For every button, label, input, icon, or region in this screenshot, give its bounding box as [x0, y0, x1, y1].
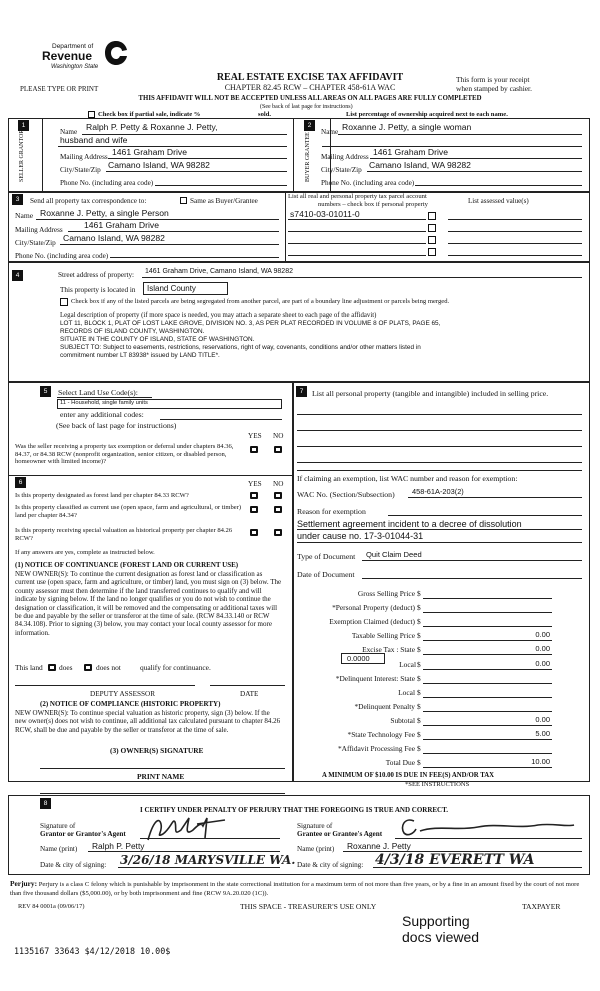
exemption-yes-checkbox[interactable] — [250, 446, 258, 453]
additional-codes-label: enter any additional codes: — [60, 410, 144, 419]
tax-row-value[interactable]: 0.00 — [535, 644, 550, 654]
section-7-badge: 7 — [296, 386, 307, 397]
does-label: does — [59, 663, 73, 672]
supporting-docs-1: Supporting — [402, 913, 470, 929]
grantor-name[interactable]: Ralph P. Petty — [92, 841, 145, 851]
wac-label: WAC No. (Section/Subsection) — [297, 490, 395, 499]
tax-row-label: *Delinquent Interest: State — [335, 673, 415, 683]
owner-signature-label: (3) OWNER(S) SIGNATURE — [110, 746, 204, 755]
forest-yes-checkbox[interactable] — [250, 492, 258, 499]
exemption-no-checkbox[interactable] — [274, 446, 282, 453]
corr-mailing[interactable]: 1461 Graham Drive — [84, 220, 159, 230]
forest-no-checkbox[interactable] — [274, 492, 282, 499]
land-use-see-back: (See back of last page for instructions) — [56, 421, 177, 430]
parcel-2-personal-checkbox[interactable] — [428, 224, 436, 232]
tax-row-currency: $ — [417, 659, 421, 669]
form-title: REAL ESTATE EXCISE TAX AFFIDAVIT — [216, 72, 404, 83]
tax-row-value[interactable]: 5.00 — [535, 729, 550, 738]
section-8-badge: 8 — [40, 798, 51, 809]
street-label: Street address of property: — [58, 271, 135, 279]
tax-row-label: Local — [399, 659, 416, 669]
corr-city[interactable]: Camano Island, WA 98282 — [63, 233, 165, 243]
send-correspondence-label: Send all property tax correspondence to: — [30, 197, 147, 205]
sec6-no: NO — [273, 480, 284, 488]
deputy-date-label: DATE — [240, 690, 259, 698]
partial-sale-checkbox[interactable] — [88, 111, 95, 118]
section-1-badge: 1 — [18, 120, 29, 131]
legal-line-3: SITUATE IN THE COUNTY OF ISLAND, STATE OF WASHINGTON. — [60, 336, 255, 343]
legal-line-2: RECORDS OF ISLAND COUNTY, WASHINGTON. — [60, 328, 205, 335]
deputy-assessor-label: DEPUTY ASSESSOR — [90, 690, 156, 698]
logo-text-state: Washington State — [51, 64, 99, 70]
grantor-signature[interactable] — [145, 812, 230, 844]
historic-question: Is this property receiving special valuation as historical property per chapter 84.26 RCW? — [15, 527, 233, 542]
tax-row-currency: $ — [417, 645, 421, 655]
located-label: This property is located in — [60, 286, 136, 294]
tax-row-currency: $ — [417, 758, 421, 768]
tax-row-value[interactable]: 0.00 — [535, 714, 550, 724]
tax-row-label: *State Technology Fee — [347, 730, 415, 739]
forest-question: Is this property designated as forest land per chapter 84.33 RCW? — [15, 492, 189, 499]
grantee-date-city[interactable]: 4/3/18 EVERETT WA — [375, 852, 535, 868]
grantor-name-label: Name (print) — [40, 845, 78, 853]
not-accepted: THIS AFFIDAVIT WILL NOT BE ACCEPTED UNLESS ALL AREAS ON ALL PAGES ARE FULLY COMPLETED — [138, 95, 482, 102]
section-3-badge: 3 — [12, 194, 23, 205]
seller-side-label: SELLER GRANTOR — [19, 129, 25, 182]
notice-1-body: NEW OWNER(S): To continue the current designation as forest land or classification as current use (open space, farm and agriculture, or timber) land, you must sign on (3) below. The county assessor must then determine if the land transferred continues to qualify and will indicate by signing below. If the land no longer qualifies or you do not wish to continue the designation or classification, it will be removed and the compensating or additional taxes will be due and payable by the seller or transferor at the time of sale. (RCW 84.33.140 or RCW 84.34.108). Prior to signing (3) below, you may contact your local county assessor for more information. — [15, 570, 282, 637]
claiming-exemption: If claiming an exemption, list WAC number and reason for exemption: — [297, 474, 518, 483]
does-not-checkbox[interactable] — [84, 664, 92, 671]
section-6-badge: 6 — [15, 477, 26, 488]
does-checkbox[interactable] — [48, 664, 56, 671]
legal-line-5: commitment number LT 83938* issued by LAND TITLE*. — [60, 352, 220, 359]
parcel-header-2: numbers – check box if personal property — [318, 201, 428, 208]
seller-phone-label: Phone No. (including area code) — [60, 179, 154, 187]
sec6-yes: YES — [248, 480, 262, 488]
tax-row-label: Excise Tax : State — [362, 645, 415, 655]
notice-1-title: (1) NOTICE OF CONTINUANCE (FOREST LAND OR CURRENT USE) — [15, 561, 239, 569]
tax-row-value[interactable]: 10.00 — [531, 757, 550, 767]
grantor-sig-label-2: Grantor or Grantor's Agent — [40, 830, 126, 838]
doc-type-label: Type of Document — [297, 552, 356, 561]
historic-no-checkbox[interactable] — [274, 529, 282, 536]
local-rate-value[interactable]: 0.0000 — [347, 654, 370, 663]
tax-row-currency: $ — [417, 603, 421, 613]
buyer-mailing[interactable]: 1461 Graham Drive — [373, 147, 448, 157]
dor-logo — [42, 40, 132, 74]
seller-mailing[interactable]: 1461 Graham Drive — [112, 147, 187, 157]
segregated-label: Check box if any of the listed parcels are being segregated from another parcel, are part of a boundary line adjustment or parcels being merged. — [71, 298, 450, 305]
receipt-stamp: 1135167 33643 $4/12/2018 10.00$ — [14, 946, 171, 956]
corr-name[interactable]: Roxanne J. Petty, a single Person — [40, 208, 169, 218]
seller-mailing-label: Mailing Address — [60, 153, 108, 161]
tax-row-label: *Personal Property (deduct) — [332, 603, 415, 613]
buyer-city[interactable]: Camano Island, WA 98282 — [369, 160, 471, 170]
parcel-header-1: List all real and personal property tax parcel account — [288, 193, 427, 200]
tax-row-label: *Affidavit Processing Fee — [337, 744, 415, 754]
parcel-1-personal-checkbox[interactable] — [428, 212, 436, 220]
tax-row-label: Exemption Claimed (deduct) — [329, 617, 415, 627]
minimum-see-instructions: *SEE INSTRUCTIONS — [405, 781, 470, 788]
tax-row-currency: $ — [417, 715, 421, 725]
buyer-mailing-label: Mailing Address — [321, 153, 369, 161]
tax-row-label: Taxable Selling Price — [351, 631, 415, 641]
corr-mailing-label: Mailing Address — [15, 226, 63, 234]
seller-name-2[interactable]: husband and wife — [60, 135, 128, 145]
tax-row-currency: $ — [417, 617, 421, 627]
tax-row-label: Gross Selling Price — [357, 589, 415, 598]
land-use-value[interactable]: 11 - Household, single family units — [60, 400, 148, 406]
same-as-buyer-checkbox[interactable] — [180, 197, 187, 204]
tax-row-currency: $ — [417, 673, 421, 683]
seller-name-label: Name — [60, 128, 78, 136]
tax-row-currency: $ — [417, 744, 421, 754]
minimum-note: A MINIMUM OF $10.00 IS DUE IN FEE(S) AND/OR TAX — [322, 772, 495, 779]
grantee-sig-label-1: Signature of — [297, 822, 333, 830]
tax-row-label: Total Due — [385, 758, 415, 768]
tax-row-currency: $ — [417, 687, 421, 697]
grantor-date-city[interactable]: 3/26/18 MARYSVILLE WA. — [120, 853, 296, 867]
perjury-text — [10, 879, 590, 898]
section-2-badge: 2 — [304, 120, 315, 131]
grantor-date-label: Date & city of signing: — [40, 861, 107, 869]
same-as-buyer-label: Same as Buyer/Grantee — [190, 197, 258, 205]
if-yes-note: If any answers are yes, complete as instructed below. — [15, 549, 155, 556]
this-land-label: This land — [15, 663, 43, 672]
see-back: (See back of last page for instructions) — [260, 104, 353, 110]
segregated-checkbox[interactable] — [60, 298, 68, 306]
reason-line-1[interactable]: Settlement agreement incident to a decree of dissolution — [297, 519, 522, 529]
corr-phone-label: Phone No. (including area code) — [15, 252, 109, 260]
buyer-side-label: BUYER GRANTEE — [305, 132, 311, 182]
tax-row-currency: $ — [417, 730, 421, 739]
taxpayer-label: TAXPAYER — [522, 902, 561, 911]
perjury-body: Perjury is a class C felony which is punishable by imprisonment in the state correctional institution for a maximum term of not more than five years, or by a fine in an amount fixed by the court of not more than five thousand dollars ($5,000.00), or by both imprisonment and fine (RCW 9A.20.020 (1C)). — [10, 881, 580, 897]
corr-city-label: City/State/Zip — [15, 239, 56, 247]
personal-property-text: List all personal property (tangible and intangible) included in selling price. — [312, 389, 549, 398]
current-use-no-checkbox[interactable] — [274, 506, 282, 513]
land-use-label: Select Land Use Code(s): — [58, 388, 138, 397]
sec5-no: NO — [273, 432, 284, 440]
please-type: PLEASE TYPE OR PRINT — [20, 85, 99, 93]
sec5-yes: YES — [248, 432, 262, 440]
certify-text: I CERTIFY UNDER PENALTY OF PERJURY THAT THE FOREGOING IS TRUE AND CORRECT. — [140, 806, 449, 814]
reason-label: Reason for exemption — [297, 507, 366, 516]
parcel-3-personal-checkbox[interactable] — [428, 236, 436, 244]
doc-type-value[interactable]: Quit Claim Deed — [366, 550, 422, 559]
receipt-note-1: This form is your receipt — [456, 75, 530, 84]
grantee-sig-label-2: Grantee or Grantee's Agent — [297, 830, 383, 838]
tax-row-currency: $ — [417, 631, 421, 641]
tax-row-label: *Delinquent Penalty — [354, 701, 415, 711]
exemption-question: Was the seller receiving a property tax exemption or deferral under chapters 84.36, 84.37, or 84.38 RCW (nonprofit organization, senior citizen, or disabled person, homeowner with limited income)? — [15, 443, 234, 466]
historic-yes-checkbox[interactable] — [250, 529, 258, 536]
legal-label: Legal description of property (if more space is needed, you may attach a separate sheet to each page of the affidavit) — [60, 312, 377, 319]
assessed-header: List assessed value(s) — [468, 197, 529, 205]
buyer-city-label: City/State/Zip — [321, 166, 362, 174]
qualify-label: qualify for continuance. — [140, 663, 211, 672]
perjury-label: Perjury: — [10, 879, 38, 888]
supporting-docs-2: docs viewed — [402, 929, 480, 945]
parcel-4-personal-checkbox[interactable] — [428, 248, 436, 256]
partial-sale-sold: sold. — [258, 111, 272, 118]
logo-swoosh-icon — [104, 40, 128, 66]
grantee-signature[interactable] — [398, 815, 578, 839]
grantee-name-label: Name (print) — [297, 845, 335, 853]
grantee-name[interactable]: Roxanne J. Petty — [347, 841, 411, 851]
treasurer-space: THIS SPACE - TREASURER'S USE ONLY — [240, 902, 377, 911]
doc-date-label: Date of Document — [297, 570, 355, 579]
logo-text-department: Department of — [52, 43, 94, 50]
ownership-note: List percentage of ownership acquired next to each name. — [346, 111, 508, 118]
form-number: REV 84 0001a (09/06/17) — [18, 903, 85, 910]
buyer-phone-label: Phone No. (including area code) — [321, 179, 415, 187]
does-not-label: does not — [96, 663, 121, 672]
seller-name-1[interactable]: Ralph P. Petty & Roxanne J. Petty, — [86, 122, 218, 132]
legal-line-1: LOT 11, BLOCK 1, PLAT OF LOST LAKE GROVE, DIVISION NO. 3, AS PER PLAT RECORDED IN VOLUME 8 OF PLATS, PAGE 65, — [60, 320, 441, 327]
section-4-badge: 4 — [12, 270, 23, 281]
tax-row-currency: $ — [417, 701, 421, 711]
county-value[interactable]: Island County — [147, 284, 196, 293]
seller-city[interactable]: Camano Island, WA 98282 — [108, 160, 210, 170]
notice-2-body: NEW OWNER(S): To continue special valuation as historic property, sign (3) below. If the new owner(s) does not wish to continue, all additional tax calculated pursuant to chapter 84.26 RCW, shall be due and payable by the seller or transferor at the time of sale. — [15, 709, 281, 734]
grantor-sig-label-1: Signature of — [40, 822, 76, 830]
parcel-number[interactable]: s7410-03-01011-0 — [290, 209, 360, 219]
logo-text-revenue: Revenue — [42, 49, 93, 63]
print-name-label: PRINT NAME — [137, 772, 185, 781]
buyer-name[interactable]: Roxanne J. Petty, a single woman — [342, 122, 472, 132]
tax-row-label: Subtotal — [390, 715, 415, 725]
tax-row-value[interactable]: 0.00 — [535, 630, 550, 640]
street-address[interactable]: 1461 Graham Drive, Camano Island, WA 98282 — [145, 268, 293, 275]
wac-value[interactable]: 458-61A-203(2) — [412, 487, 464, 496]
tax-row-label: Local — [398, 687, 415, 697]
buyer-name-label: Name — [321, 128, 339, 136]
statute-line: CHAPTER 82.45 RCW – CHAPTER 458-61A WAC — [224, 83, 396, 92]
reason-line-2[interactable]: under cause no. 17-3-01044-31 — [297, 531, 424, 541]
partial-sale-label: Check box if partial sale, indicate % — [98, 111, 201, 118]
corr-name-label: Name — [15, 211, 34, 220]
receipt-note-2: when stamped by cashier. — [456, 84, 532, 93]
notice-2-title: (2) NOTICE OF COMPLIANCE (HISTORIC PROPERTY) — [40, 700, 221, 708]
tax-row-value[interactable]: 0.00 — [535, 658, 550, 668]
seller-city-label: City/State/Zip — [60, 166, 101, 174]
tax-row-currency: $ — [417, 589, 421, 598]
grantee-date-label: Date & city of signing: — [297, 861, 364, 869]
section-5-badge: 5 — [40, 386, 51, 397]
current-use-yes-checkbox[interactable] — [250, 506, 258, 513]
legal-line-4: SUBJECT TO: Subject to easements, restrictions, reservations, right of way, covenants, conditions and/or other matters listed in — [60, 344, 421, 351]
current-use-question: Is this property classified as current use (open space, farm and agricultural, or timber) land per chapter 84.34? — [15, 504, 242, 519]
